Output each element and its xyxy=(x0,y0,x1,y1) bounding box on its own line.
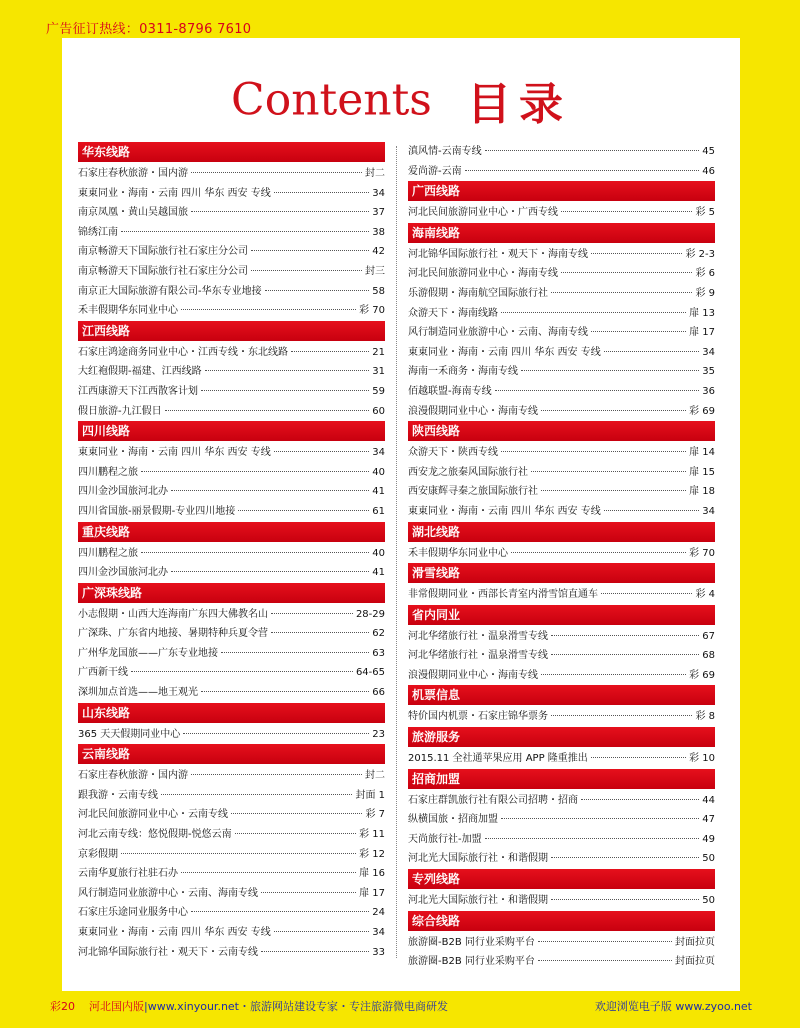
entry-page: 彩 70 xyxy=(689,547,715,559)
toc-entry[interactable] xyxy=(408,830,715,850)
toc-entry[interactable] xyxy=(408,585,715,605)
entry-title: 河北光大国际旅行社・和谐假期 xyxy=(408,895,548,907)
dot-leader xyxy=(191,211,369,212)
section-heading: 陕西线路 xyxy=(408,421,715,441)
footer-tagline[interactable]: |www.xinyour.net・旅游网站建设专家・专注旅游微电商研发 xyxy=(144,1000,448,1013)
entry-title: 石家庄鸿途商务同业中心・江西专线・东北线路 xyxy=(78,346,288,358)
entry-page: 31 xyxy=(372,366,385,378)
entry-title: 锦绣江南 xyxy=(78,226,118,238)
entry-page: 彩 4 xyxy=(695,589,715,601)
toc-entry[interactable] xyxy=(78,923,385,943)
entry-title: 四川鹏程之旅 xyxy=(78,547,138,559)
section-heading: 专列线路 xyxy=(408,869,715,889)
entry-title: 广深珠、广东省内地接、暑期特种兵夏令营 xyxy=(78,628,268,640)
footer-ebook-link[interactable]: 欢迎浏览电子版 www.zyoo.net xyxy=(594,1000,752,1013)
toc-entry[interactable] xyxy=(408,304,715,324)
dot-leader xyxy=(251,270,362,271)
dot-leader xyxy=(551,899,699,900)
section-heading: 招商加盟 xyxy=(408,769,715,789)
dot-leader xyxy=(181,309,356,310)
entry-title: 旅游圈-B2B 同行业采购平台 xyxy=(408,936,535,948)
toc-entry[interactable] xyxy=(408,502,715,522)
entry-page: 彩 12 xyxy=(359,848,385,860)
entry-page: 彩 70 xyxy=(359,305,385,317)
title-english: Contents xyxy=(231,74,432,126)
entry-page: 50 xyxy=(702,895,715,907)
entry-title: 众游天下・陕西专线 xyxy=(408,447,498,459)
toc-entry[interactable] xyxy=(408,162,715,182)
entry-page: 44 xyxy=(702,794,715,806)
toc-entry[interactable] xyxy=(408,849,715,869)
dot-leader xyxy=(291,351,369,352)
entry-title: 特价国内机票・石家庄锦华票务 xyxy=(408,711,548,723)
entry-page: 扉 16 xyxy=(359,868,385,880)
dot-leader xyxy=(465,170,700,171)
dot-leader xyxy=(501,451,686,452)
dot-leader xyxy=(551,857,699,858)
entry-page: 34 xyxy=(372,187,385,199)
entry-title: 南京畅游天下国际旅行社石家庄分公司 xyxy=(78,265,248,277)
entry-title: 河北民间旅游同业中心・海南专线 xyxy=(408,268,558,280)
entry-page: 58 xyxy=(372,285,385,297)
entry-page: 封二 xyxy=(365,770,385,782)
toc-entry[interactable] xyxy=(408,463,715,483)
entry-page: 34 xyxy=(702,505,715,517)
entry-page: 封二 xyxy=(365,168,385,179)
entry-page: 彩 5 xyxy=(695,207,715,219)
footer-edition: 河北国内版 xyxy=(89,1000,144,1013)
ad-hotline: 广告征订热线：0311-8796 7610 xyxy=(46,22,252,37)
entry-page: 49 xyxy=(702,833,715,845)
dot-leader xyxy=(181,872,356,873)
entry-title: 纵横国旅・招商加盟 xyxy=(408,814,498,826)
title-chinese: 目录 xyxy=(466,79,571,130)
dot-leader xyxy=(538,960,672,961)
dot-leader xyxy=(235,833,356,834)
toc-entry[interactable] xyxy=(78,864,385,884)
toc-entry[interactable] xyxy=(78,262,385,282)
toc-entry[interactable] xyxy=(78,223,385,243)
entry-page: 彩 6 xyxy=(695,268,715,280)
entry-page: 封面拉页 xyxy=(675,956,715,968)
entry-page: 扉 18 xyxy=(689,486,715,498)
toc-entry[interactable] xyxy=(78,766,385,786)
entry-title: 河北锦华国际旅行社・观天下・海南专线 xyxy=(408,248,588,260)
toc-entry[interactable] xyxy=(408,791,715,811)
entry-title: 四川金沙国旅河北办 xyxy=(78,567,168,579)
toc-entry[interactable] xyxy=(78,301,385,321)
dot-leader xyxy=(485,150,700,151)
dot-leader xyxy=(591,331,686,332)
toc-entry[interactable] xyxy=(408,666,715,686)
right-column xyxy=(408,142,715,972)
dot-leader xyxy=(501,312,686,313)
entry-title: 禾丰假期华东同业中心 xyxy=(408,547,508,559)
toc-entry[interactable] xyxy=(78,463,385,483)
dot-leader xyxy=(191,911,369,912)
dot-leader xyxy=(121,231,369,232)
entry-title: 西安康辉寻秦之旅国际旅行社 xyxy=(408,486,538,498)
section-heading: 湖北线路 xyxy=(408,522,715,542)
entry-title: 南京凤凰・黄山吴越国旅 xyxy=(78,207,188,219)
entry-title: 海南一禾商务・海南专线 xyxy=(408,366,518,378)
entry-page: 彩 69 xyxy=(689,669,715,681)
dot-leader xyxy=(581,799,699,800)
dot-leader xyxy=(251,250,369,251)
toc-entry[interactable] xyxy=(78,825,385,845)
footer-page-number: 彩20 xyxy=(50,1000,75,1013)
entry-page: 扉 17 xyxy=(359,887,385,899)
entry-page: 40 xyxy=(372,466,385,478)
entry-title: 广州华龙国旅——广东专业地接 xyxy=(78,647,218,659)
entry-page: 封面 1 xyxy=(355,789,385,801)
dot-leader xyxy=(161,794,352,795)
entry-title: 天尚旅行社-加盟 xyxy=(408,833,482,845)
dot-leader xyxy=(274,451,370,452)
entry-title: 众游天下・海南线路 xyxy=(408,307,498,319)
entry-title: 南京正大国际旅游有限公司-华东专业地接 xyxy=(78,285,262,297)
dot-leader xyxy=(141,471,369,472)
toc-entry[interactable] xyxy=(408,142,715,162)
entry-title: 河北华绪旅行社・温泉滑雪专线 xyxy=(408,630,548,642)
entry-page: 彩 7 xyxy=(365,809,385,821)
toc-entry[interactable] xyxy=(78,943,385,963)
entry-title: 河北民间旅游同业中心・广西专线 xyxy=(408,207,558,219)
entry-page: 扉 17 xyxy=(689,327,715,339)
entry-title: 石家庄乐途同业服务中心 xyxy=(78,907,188,919)
section-heading: 四川线路 xyxy=(78,421,385,441)
toc-entry[interactable] xyxy=(78,624,385,644)
entry-page: 34 xyxy=(372,927,385,938)
entry-title: 河北华绪旅行社・温泉滑雪专线 xyxy=(408,650,548,662)
entry-page: 34 xyxy=(702,346,715,358)
entry-page: 40 xyxy=(372,547,385,559)
entry-page: 封面拉页 xyxy=(675,936,715,948)
section-heading: 海南线路 xyxy=(408,223,715,243)
entry-page: 23 xyxy=(372,728,385,740)
entry-title: 大红袍假期-福建、江西线路 xyxy=(78,366,202,378)
toc-entry[interactable] xyxy=(408,482,715,502)
toc-entry[interactable] xyxy=(78,786,385,806)
entry-title: 乐游假期・海南航空国际旅行社 xyxy=(408,287,548,299)
dot-leader xyxy=(274,931,370,932)
toc-entry[interactable] xyxy=(408,343,715,363)
section-heading: 重庆线路 xyxy=(78,522,385,542)
toc-entry[interactable] xyxy=(408,245,715,265)
entry-page: 62 xyxy=(372,628,385,640)
toc-entry[interactable] xyxy=(408,284,715,304)
dot-leader xyxy=(591,253,682,254)
dot-leader xyxy=(561,211,692,212)
entry-title: 河北民间旅游同业中心・云南专线 xyxy=(78,809,228,821)
section-heading: 云南线路 xyxy=(78,744,385,764)
entry-title: 浪漫假期同业中心・海南专线 xyxy=(408,669,538,681)
entry-page: 彩 69 xyxy=(689,405,715,417)
toc-entry[interactable] xyxy=(78,663,385,683)
footer xyxy=(50,998,448,1014)
dot-leader xyxy=(541,674,686,675)
section-heading: 广西线路 xyxy=(408,181,715,201)
entry-title: 南京畅游天下国际旅行社石家庄分公司 xyxy=(78,246,248,258)
entry-title: 東東同业・海南・云南 四川 华东 西安 专线 xyxy=(78,187,271,199)
entry-title: 浪漫假期同业中心・海南专线 xyxy=(408,405,538,417)
toc-entry[interactable] xyxy=(78,382,385,402)
section-heading: 机票信息 xyxy=(408,685,715,705)
toc-entry[interactable] xyxy=(78,203,385,223)
dot-leader xyxy=(131,671,353,672)
entry-title: 风行制造同业旅游中心・云南、海南专线 xyxy=(408,327,588,339)
toc-entry[interactable] xyxy=(408,749,715,769)
entry-title: 河北锦华国际旅行社・观天下・云南专线 xyxy=(78,946,258,958)
dot-leader xyxy=(265,290,370,291)
entry-title: 旅游圈-B2B 同行业采购平台 xyxy=(408,956,535,968)
dot-leader xyxy=(141,552,369,553)
dot-leader xyxy=(165,410,370,411)
entry-page: 64-65 xyxy=(355,667,385,679)
entry-title: 佰越联盟-海南专线 xyxy=(408,385,492,397)
dot-leader xyxy=(604,510,700,511)
dot-leader xyxy=(601,593,692,594)
entry-page: 35 xyxy=(702,366,715,378)
section-heading: 旅游服务 xyxy=(408,727,715,747)
entry-title: 四川金沙国旅河北办 xyxy=(78,486,168,498)
dot-leader xyxy=(171,571,369,572)
entry-title: 云南华夏旅行社驻石办 xyxy=(78,868,178,880)
entry-page: 41 xyxy=(372,486,385,498)
dot-leader xyxy=(511,552,686,553)
entry-title: 東東同业・海南・云南 四川 华东 西安 专线 xyxy=(78,447,271,459)
entry-page: 36 xyxy=(702,385,715,397)
dot-leader xyxy=(495,390,700,391)
left-column xyxy=(78,142,385,962)
entry-page: 彩 9 xyxy=(695,287,715,299)
entry-title: 四川鹏程之旅 xyxy=(78,466,138,478)
toc-entry[interactable] xyxy=(78,544,385,564)
toc-entry[interactable] xyxy=(408,933,715,953)
toc-entry[interactable] xyxy=(408,382,715,402)
toc-entry[interactable] xyxy=(78,482,385,502)
toc-entry[interactable] xyxy=(408,402,715,422)
toc-entry[interactable] xyxy=(78,903,385,923)
entry-title: 江西康游天下江西散客计划 xyxy=(78,385,198,397)
toc-entry[interactable] xyxy=(78,845,385,865)
entry-page: 34 xyxy=(372,447,385,459)
entry-page: 28-29 xyxy=(355,608,385,620)
entry-page: 彩 2-3 xyxy=(685,248,715,260)
entry-title: 河北光大国际旅行社・和谐假期 xyxy=(408,853,548,865)
section-heading: 华东线路 xyxy=(78,142,385,162)
entry-page: 42 xyxy=(372,246,385,258)
entry-title: 河北云南专线：悠悦假期-悦悠云南 xyxy=(78,829,232,841)
toc-entry[interactable] xyxy=(78,282,385,302)
toc-entry[interactable] xyxy=(408,707,715,727)
entry-title: 小志假期・山西大连海南广东四大佛教名山 xyxy=(78,608,268,620)
entry-page: 50 xyxy=(702,853,715,865)
toc-entry[interactable] xyxy=(408,443,715,463)
entry-title: 爱尚游-云南 xyxy=(408,165,462,177)
entry-title: 東東同业・海南・云南 四川 华东 西安 专线 xyxy=(408,505,601,517)
dot-leader xyxy=(551,635,699,636)
entry-title: 假日旅游-九江假日 xyxy=(78,405,162,417)
toc-entry[interactable] xyxy=(78,502,385,522)
toc-entry[interactable] xyxy=(408,264,715,284)
dot-leader xyxy=(274,192,370,193)
dot-leader xyxy=(183,733,369,734)
dot-leader xyxy=(541,410,686,411)
dot-leader xyxy=(205,370,370,371)
toc-entry[interactable] xyxy=(408,952,715,972)
dot-leader xyxy=(604,351,700,352)
dot-leader xyxy=(551,292,692,293)
dot-leader xyxy=(171,490,369,491)
entry-page: 彩 8 xyxy=(695,711,715,723)
dot-leader xyxy=(201,691,369,692)
toc-entry[interactable] xyxy=(78,184,385,204)
dot-leader xyxy=(521,370,699,371)
dot-leader xyxy=(191,774,362,775)
dot-leader xyxy=(538,941,672,942)
dot-leader xyxy=(201,390,369,391)
toc-entry[interactable] xyxy=(78,402,385,422)
dot-leader xyxy=(271,632,369,633)
page-title xyxy=(62,68,740,132)
dot-leader xyxy=(121,853,356,854)
dot-leader xyxy=(261,892,356,893)
entry-title: 京彩假期 xyxy=(78,848,118,860)
section-heading: 广深珠线路 xyxy=(78,583,385,603)
toc-entry[interactable] xyxy=(78,164,385,184)
entry-page: 彩 11 xyxy=(359,829,385,841)
entry-title: 2015.11 全社通苹果应用 APP 隆重推出 xyxy=(408,753,588,765)
entry-page: 60 xyxy=(372,405,385,417)
dot-leader xyxy=(261,951,369,952)
toc-entry[interactable] xyxy=(78,242,385,262)
entry-page: 扉 14 xyxy=(689,447,715,459)
entry-title: 四川省国旅-丽景假期-专业四川地接 xyxy=(78,505,236,517)
entry-title: 東東同业・海南・云南 四川 华东 西安 专线 xyxy=(78,927,271,938)
entry-page: 33 xyxy=(372,946,385,958)
dot-leader xyxy=(561,272,692,273)
dot-leader xyxy=(271,613,353,614)
section-heading: 省内同业 xyxy=(408,605,715,625)
entry-page: 68 xyxy=(702,650,715,662)
entry-page: 59 xyxy=(372,385,385,397)
section-heading: 山东线路 xyxy=(78,703,385,723)
dot-leader xyxy=(591,757,686,758)
entry-title: 深圳加点首选——地王观光 xyxy=(78,687,198,699)
entry-page: 21 xyxy=(372,346,385,358)
entry-page: 扉 13 xyxy=(689,307,715,319)
contents-page xyxy=(62,38,740,991)
entry-page: 66 xyxy=(372,687,385,699)
entry-title: 東東同业・海南・云南 四川 华东 西安 专线 xyxy=(408,346,601,358)
toc-entry[interactable] xyxy=(78,683,385,703)
toc-entry[interactable] xyxy=(78,805,385,825)
toc-entry[interactable] xyxy=(78,725,385,745)
toc-entry[interactable] xyxy=(408,323,715,343)
section-heading: 综合线路 xyxy=(408,911,715,931)
entry-title: 石家庄群凯旅行社有限公司招聘・招商 xyxy=(408,794,578,806)
entry-title: 跟我游・云南专线 xyxy=(78,789,158,801)
entry-page: 封三 xyxy=(365,265,385,277)
section-heading: 滑雪线路 xyxy=(408,563,715,583)
entry-page: 61 xyxy=(372,505,385,517)
toc-entry[interactable] xyxy=(78,563,385,583)
dot-leader xyxy=(231,813,362,814)
toc-entry[interactable] xyxy=(408,646,715,666)
dot-leader xyxy=(551,654,699,655)
dot-leader xyxy=(541,490,686,491)
entry-page: 38 xyxy=(372,226,385,238)
toc-entry[interactable] xyxy=(78,443,385,463)
entry-title: 广西新干线 xyxy=(78,667,128,679)
toc-entry[interactable] xyxy=(408,810,715,830)
entry-title: 石家庄春秋旅游・国内游 xyxy=(78,168,188,179)
entry-page: 67 xyxy=(702,630,715,642)
dot-leader xyxy=(485,838,700,839)
dot-leader xyxy=(501,818,699,819)
entry-title: 风行制造同业旅游中心・云南、海南专线 xyxy=(78,887,258,899)
toc-entry[interactable] xyxy=(78,343,385,363)
toc-entry[interactable] xyxy=(408,203,715,223)
entry-page: 41 xyxy=(372,567,385,579)
entry-page: 47 xyxy=(702,814,715,826)
entry-page: 46 xyxy=(702,165,715,177)
toc-entry[interactable] xyxy=(408,891,715,911)
entry-title: 石家庄春秋旅游・国内游 xyxy=(78,770,188,782)
entry-page: 24 xyxy=(372,907,385,919)
toc-entry[interactable] xyxy=(78,605,385,625)
entry-title: 365 天天假期同业中心 xyxy=(78,728,181,740)
entry-page: 彩 10 xyxy=(689,753,715,765)
toc-entry[interactable] xyxy=(78,884,385,904)
dot-leader xyxy=(551,715,692,716)
dot-leader xyxy=(221,652,369,653)
toc-entry[interactable] xyxy=(408,362,715,382)
entry-title: 西安龙之旅秦风国际旅行社 xyxy=(408,466,528,478)
entry-page: 63 xyxy=(372,647,385,659)
section-heading: 江西线路 xyxy=(78,321,385,341)
dot-leader xyxy=(238,510,369,511)
entry-page: 37 xyxy=(372,207,385,219)
toc-entry[interactable] xyxy=(78,644,385,664)
entry-title: 非常假期同业・西部长青室内滑雪馆直通车 xyxy=(408,589,598,601)
dot-leader xyxy=(531,471,686,472)
entry-title: 禾丰假期华东同业中心 xyxy=(78,305,178,317)
toc-entry[interactable] xyxy=(408,627,715,647)
entry-page: 扉 15 xyxy=(689,466,715,478)
dot-leader xyxy=(191,172,362,173)
entry-title: 滇风情-云南专线 xyxy=(408,146,482,157)
toc-entry[interactable] xyxy=(408,544,715,564)
entry-page: 45 xyxy=(702,146,715,157)
toc-entry[interactable] xyxy=(78,362,385,382)
